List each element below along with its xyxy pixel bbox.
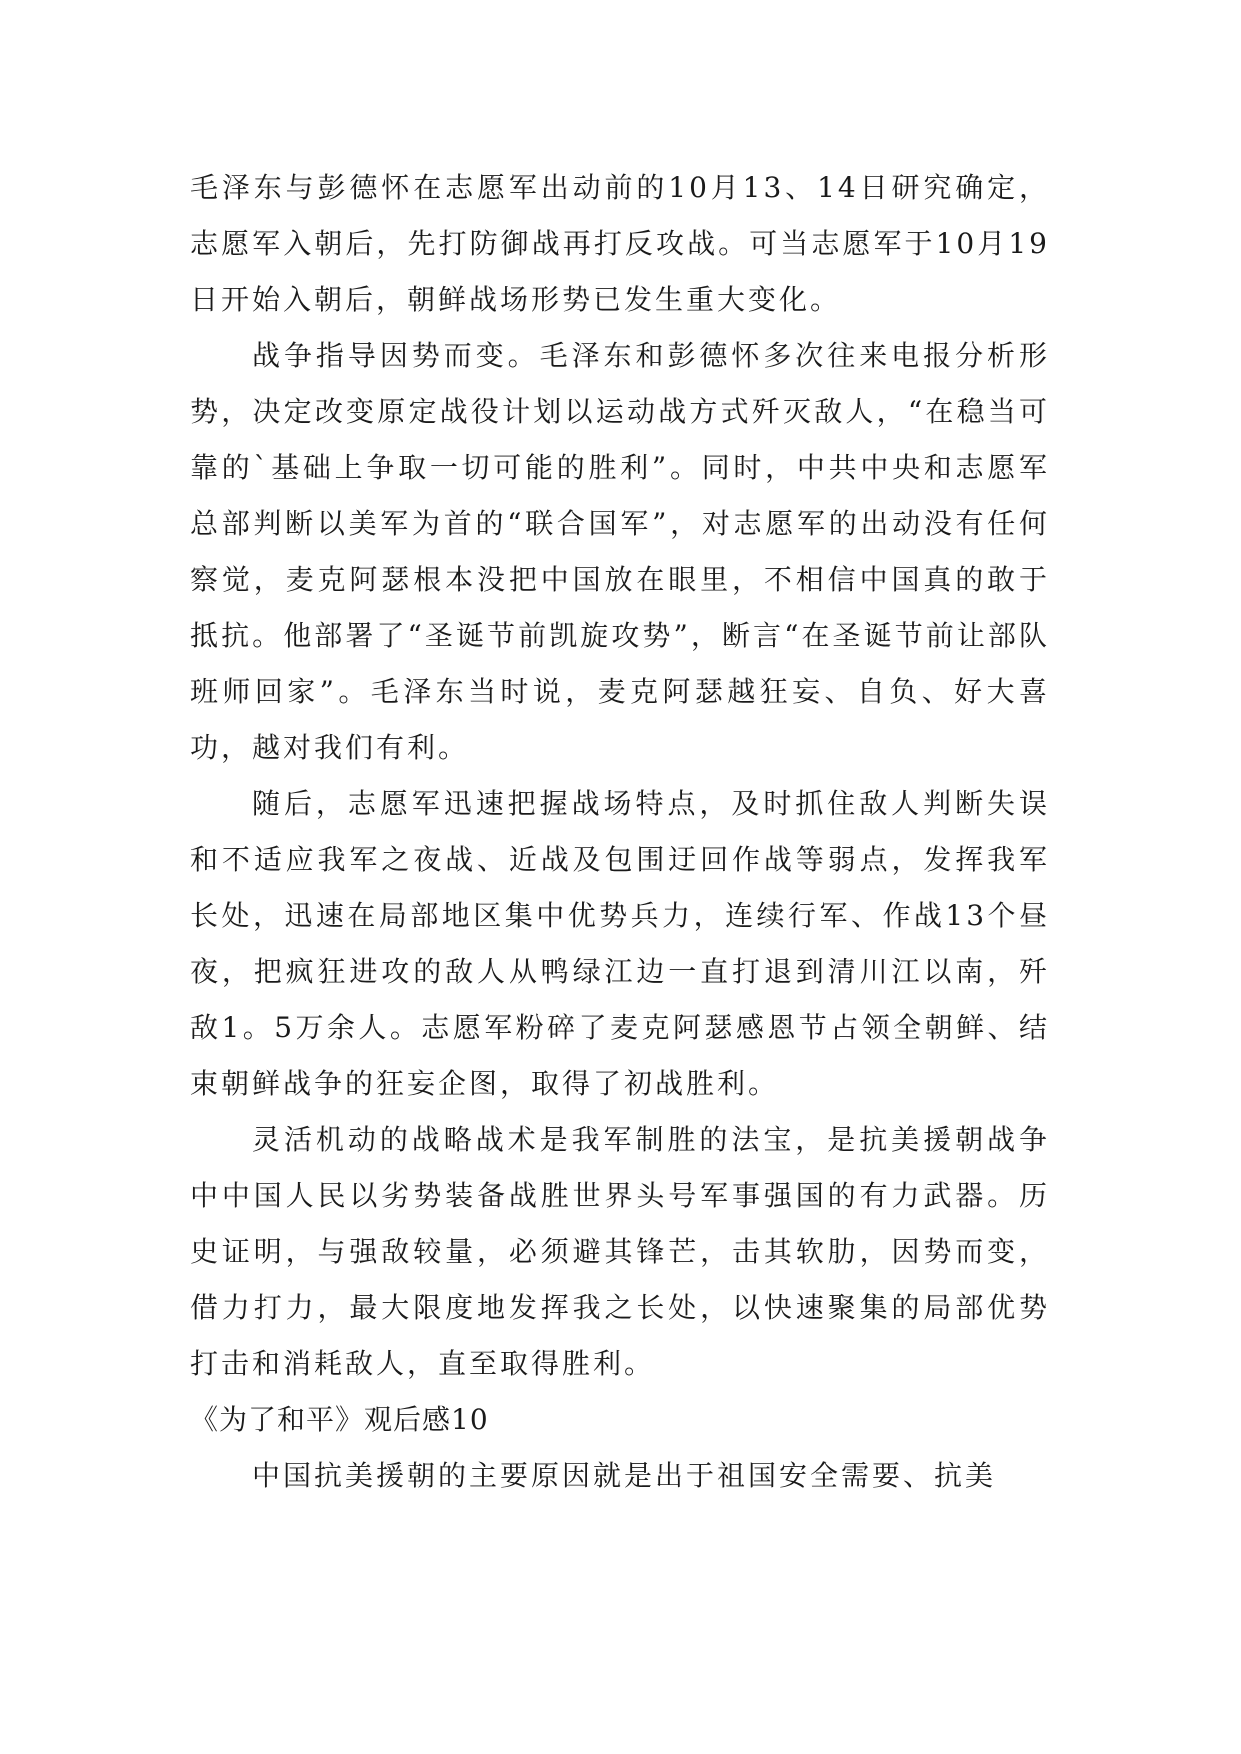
paragraph-5: 中国抗美援朝的主要原因就是出于祖国安全需要、抗美 bbox=[252, 1459, 997, 1492]
paragraph-4: 灵活机动的战略战术是我军制胜的法宝，是抗美援朝战争中中国人民以劣势装备战胜世界头号军事强国的有力武器。历史证明，与强敌较量，必须避其锋芒，击其软肋，因势而变，借力打力，最大限度地发挥我之长处，以快速聚集的局部优势打击和消耗敌人，直至取得胜利。 bbox=[190, 1123, 1050, 1380]
paragraph-2: 战争指导因势而变。毛泽东和彭德怀多次往来电报分析形势，决定改变原定战役计划以运动战方式歼灭敌人，“在稳当可靠的`基础上争取一切可能的胜利”。同时，中共中央和志愿军总部判断以美军为首的“联合国军”，对志愿军的出动没有任何察觉，麦克阿瑟根本没把中国放在眼里，不相信中国真的敢于抵抗。他部署了“圣诞节前凯旋攻势”，断言“在圣诞节前让部队班师回家”。毛泽东当时说，麦克阿瑟越狂妄、自负、好大喜功，越对我们有利。 bbox=[190, 339, 1050, 764]
paragraph-3: 随后，志愿军迅速把握战场特点，及时抓住敌人判断失误和不适应我军之夜战、近战及包围迂回作战等弱点，发挥我军长处，迅速在局部地区集中优势兵力，连续行军、作战13个昼夜，把疯狂进攻的敌人从鸭绿江边一直打退到清川江以南，歼敌1。5万余人。志愿军粉碎了麦克阿瑟感恩节占领全朝鲜、结束朝鲜战争的狂妄企图，取得了初战胜利。 bbox=[190, 787, 1050, 1100]
document-body bbox=[190, 160, 1050, 1504]
section-heading: 《为了和平》观后感10 bbox=[190, 1403, 489, 1436]
paragraph-1: 毛泽东与彭德怀在志愿军出动前的10月13、14日研究确定，志愿军入朝后，先打防御战再打反攻战。可当志愿军于10月19日开始入朝后，朝鲜战场形势已发生重大变化。 bbox=[190, 171, 1050, 316]
